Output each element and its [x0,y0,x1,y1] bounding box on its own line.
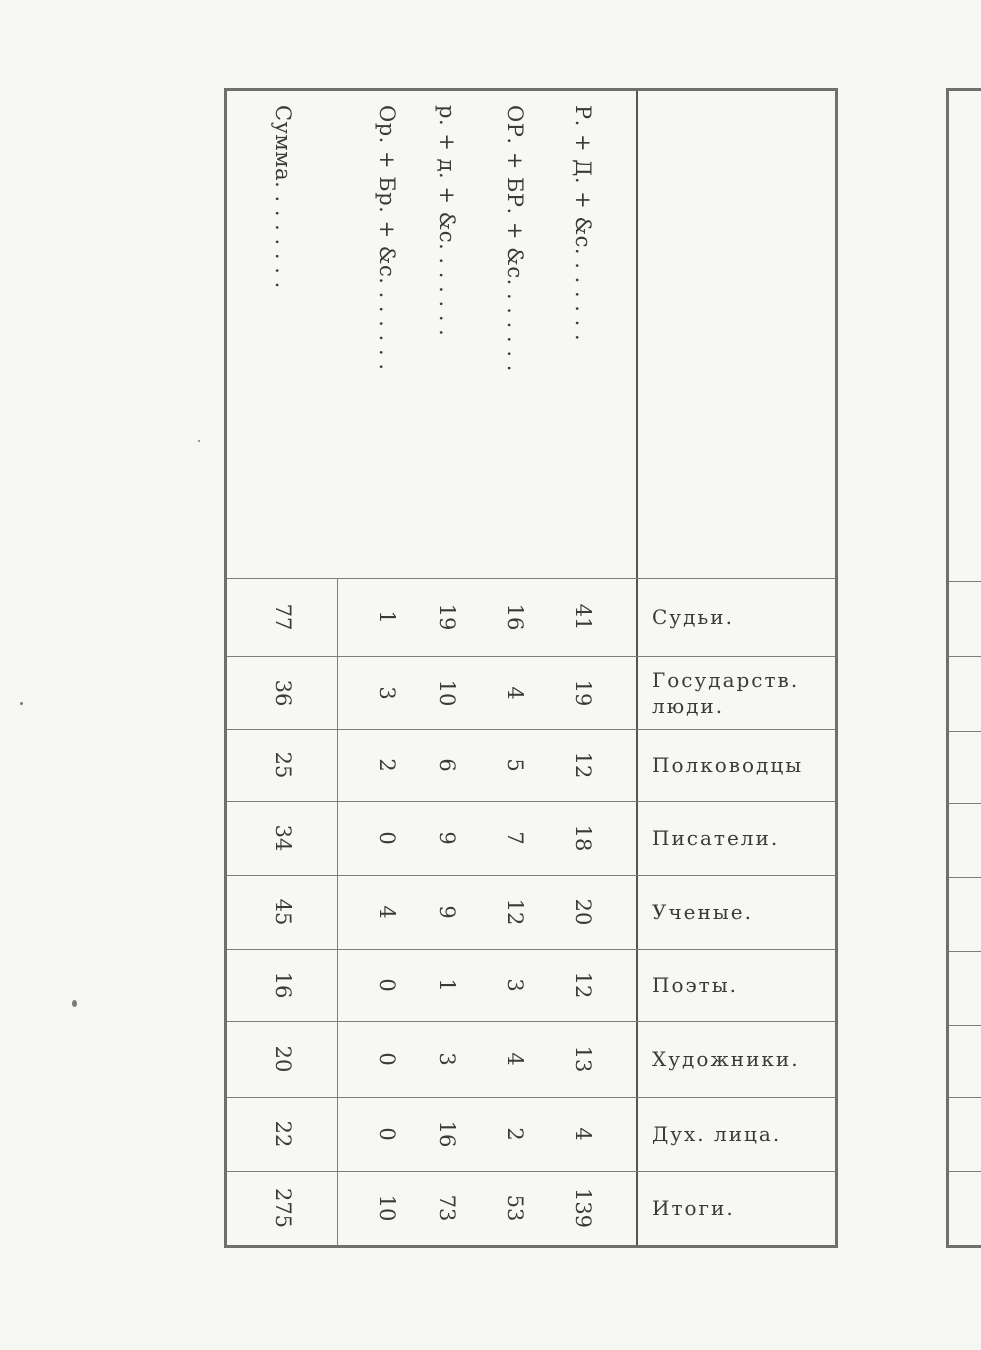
table-cell [484,1171,546,1245]
table-cell [416,801,478,875]
table-cell [356,801,418,875]
table-cell [252,656,314,729]
cell-value: 45 [271,898,295,926]
row-label: Писатели. [652,826,780,850]
cell-value: 10 [375,1194,399,1222]
cell-value: 4 [571,1127,595,1141]
table-cell [356,875,418,949]
column-header-text: р. + д. + &c. . . . . . . [435,105,459,337]
cell-value: 77 [271,603,295,631]
cell-value: 3 [375,685,399,700]
cell-value: 19 [435,603,459,631]
cell-value: 16 [271,971,295,999]
row-divider [949,1025,981,1026]
table-cell [356,949,418,1021]
statistics-table [224,88,838,1248]
column-header [484,91,546,578]
row-label: Ученые. [652,900,753,924]
table-cell [356,1021,418,1097]
cell-value: 6 [435,758,459,772]
column-header [252,91,314,578]
cell-value: 20 [271,1045,295,1073]
table-cell [484,875,546,949]
row-label: Итоги. [652,1196,735,1220]
table-cell [416,949,478,1021]
row-divider [949,1097,981,1098]
cell-value: 9 [435,831,459,845]
table-cell [484,578,546,656]
cell-value: 34 [271,824,295,852]
cell-value: 4 [503,1052,527,1066]
table-cell [552,1097,614,1171]
table-cell [252,729,314,801]
cell-value: 18 [571,824,595,852]
row-divider [949,803,981,804]
cell-value: 7 [503,831,527,845]
cell-value: 12 [571,971,595,999]
row-divider [949,951,981,952]
cell-value: 36 [271,679,295,706]
cell-value: 73 [435,1194,459,1222]
cell-value: 25 [271,751,295,779]
table-cell [484,656,546,729]
table-cell [552,1171,614,1245]
paper-speck [72,1000,77,1007]
column-divider [636,91,638,1245]
row-label: Судьи. [652,605,734,629]
cell-value: 1 [375,610,399,624]
cell-value: 3 [435,1052,459,1066]
table-cell [484,1021,546,1097]
cell-value: 53 [503,1194,527,1222]
cell-value: 13 [571,1045,595,1073]
cell-value: 0 [375,978,399,992]
row-divider [949,731,981,732]
cell-value: 0 [375,831,399,845]
row-label: Государств. люди. [652,667,800,718]
cell-value: 139 [571,1187,595,1229]
cell-value: 0 [375,1127,399,1141]
table-cell [416,875,478,949]
cell-value: 12 [571,751,595,779]
adjacent-table-fragment [946,88,981,1248]
cell-value: 1 [435,978,459,992]
table-cell [416,729,478,801]
table-cell [416,1021,478,1097]
table-cell [484,801,546,875]
cell-value: 4 [503,685,527,700]
row-divider [949,581,981,582]
cell-value: 2 [503,1127,527,1141]
table-cell [416,1171,478,1245]
cell-value: 2 [375,758,399,772]
table-cell [416,578,478,656]
cell-value: 16 [503,603,527,631]
column-divider [337,578,338,1245]
table-cell [552,801,614,875]
cell-value: 19 [571,679,595,706]
cell-value: 12 [503,898,527,926]
table-cell [484,729,546,801]
table-cell [552,656,614,729]
table-cell [252,1097,314,1171]
cell-value: 5 [503,758,527,772]
cell-value: 10 [435,679,459,706]
column-header-text: Ор. + Бр. + &c. . . . . . . [375,105,399,371]
table-cell [416,1097,478,1171]
table-cell [252,875,314,949]
row-divider [949,656,981,657]
column-header [552,91,614,578]
row-divider [949,877,981,878]
table-cell [484,1097,546,1171]
table-cell [356,578,418,656]
table-cell [252,578,314,656]
column-header [416,91,478,578]
cell-value: 3 [503,978,527,992]
table-cell [252,801,314,875]
cell-value: 16 [435,1120,459,1148]
table-cell [552,578,614,656]
column-header-text: Р. + Д. + &c. . . . . . . [571,105,595,342]
cell-value: 20 [571,898,595,926]
table-cell [552,1021,614,1097]
table-cell [552,875,614,949]
cell-value: 0 [375,1052,399,1066]
table-cell [252,949,314,1021]
table-cell [484,949,546,1021]
cell-value: 22 [271,1120,295,1148]
table-cell [356,1097,418,1171]
row-label: Поэты. [652,973,739,997]
row-label: Художники. [652,1047,800,1071]
table-cell [416,656,478,729]
cell-value: 275 [271,1187,295,1229]
cell-value: 9 [435,905,459,919]
column-header-text: Сумма. . . . . . . . [271,105,295,289]
cell-value: 4 [375,905,399,919]
cell-value: 41 [571,603,595,631]
row-label: Полководцы [652,753,804,777]
column-header-text: ОР. + БР. + &c. . . . . . . [503,105,527,372]
table-cell [552,949,614,1021]
column-header [356,91,418,578]
paper-speck [198,440,200,442]
row-label: Дух. лица. [652,1122,782,1146]
table-cell [552,729,614,801]
table-cell [356,1171,418,1245]
table-cell [356,656,418,729]
paper-speck [20,702,23,705]
table-cell [252,1021,314,1097]
table-cell [252,1171,314,1245]
row-divider [949,1171,981,1172]
table-cell [356,729,418,801]
